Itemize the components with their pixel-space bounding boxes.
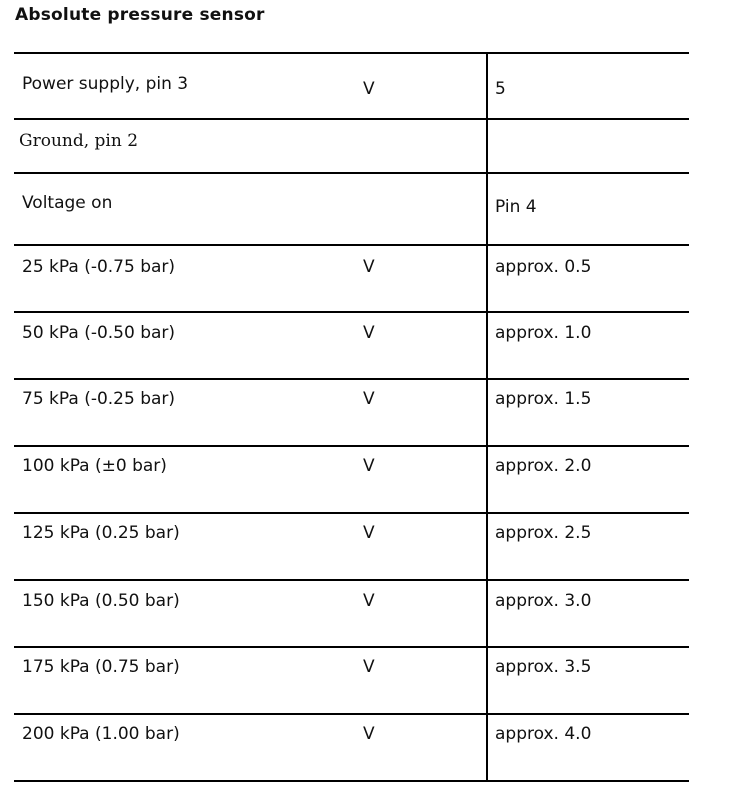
row-value: approx. 2.5 (495, 523, 592, 543)
table-row-175kpa (14, 646, 689, 713)
row-label: 175 kPa (0.75 bar) (22, 657, 180, 677)
row-value: approx. 2.0 (495, 456, 592, 476)
row-label: 200 kPa (1.00 bar) (22, 724, 180, 744)
row-label: 75 kPa (-0.25 bar) (22, 389, 176, 409)
table-row-50kpa (14, 311, 689, 378)
table-row-200kpa (14, 713, 689, 782)
row-label: 50 kPa (-0.50 bar) (22, 323, 176, 343)
table-row-75kpa (14, 378, 689, 445)
row-unit: V (363, 323, 375, 343)
row-label: Power supply, pin 3 (22, 74, 189, 94)
row-value: Pin 4 (495, 197, 537, 217)
row-value: approx. 1.0 (495, 323, 592, 343)
row-unit: V (363, 591, 375, 611)
row-value: approx. 4.0 (495, 724, 592, 744)
column-divider (486, 52, 488, 781)
table-row-voltage-on (14, 172, 689, 244)
row-label: 125 kPa (0.25 bar) (22, 523, 180, 543)
row-label: 25 kPa (-0.75 bar) (22, 257, 176, 277)
table-row-125kpa (14, 512, 689, 579)
row-label: 150 kPa (0.50 bar) (22, 591, 180, 611)
row-value: approx. 1.5 (495, 389, 592, 409)
row-label: 100 kPa (±0 bar) (22, 456, 167, 476)
row-value: approx. 3.5 (495, 657, 592, 677)
row-unit: V (363, 79, 375, 99)
row-value: approx. 3.0 (495, 591, 592, 611)
table-row-150kpa (14, 579, 689, 646)
specification-table (14, 52, 689, 782)
row-label: Ground, pin 2 (19, 131, 139, 151)
row-value: 5 (495, 79, 506, 99)
row-unit: V (363, 456, 375, 476)
table-row-25kpa (14, 244, 689, 311)
row-unit: V (363, 257, 375, 277)
table-row-ground (14, 118, 689, 172)
row-unit: V (363, 724, 375, 744)
row-unit: V (363, 389, 375, 409)
table-row-100kpa (14, 445, 689, 512)
row-label: Voltage on (22, 193, 113, 213)
table-row-power-supply (14, 52, 689, 118)
row-unit: V (363, 657, 375, 677)
row-value: approx. 0.5 (495, 257, 592, 277)
row-unit: V (363, 523, 375, 543)
document-title: Absolute pressure sensor (15, 5, 265, 25)
